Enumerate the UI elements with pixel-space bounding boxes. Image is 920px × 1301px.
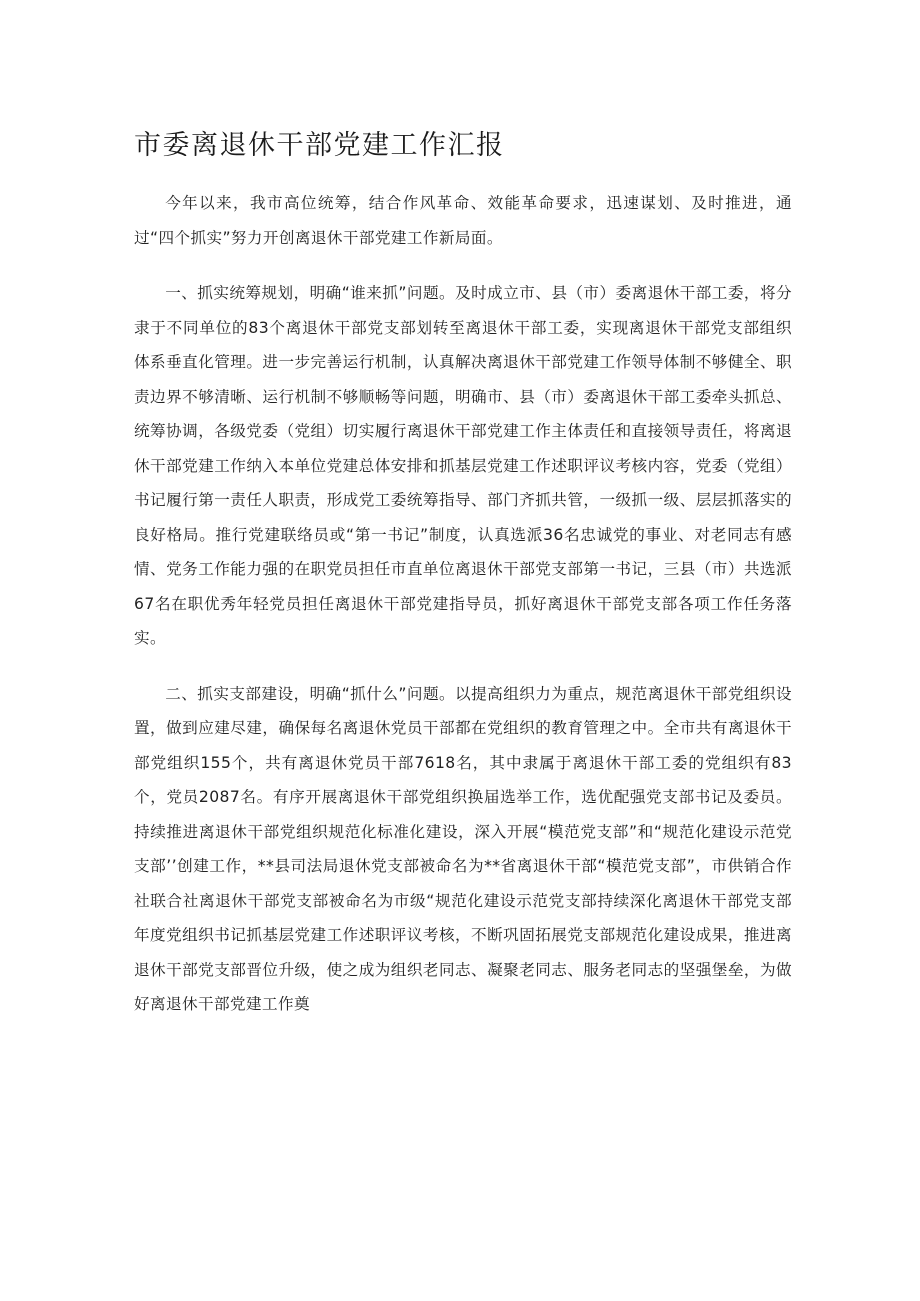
- intro-paragraph: 今年以来，我市高位统筹，结合作风革命、效能革命要求，迅速谋划、及时推进，通过“四个抓实”努力开创离退休干部党建工作新局面。: [134, 194, 792, 247]
- document-body: [134, 186, 792, 1043]
- document-title: 市委离退休干部党建工作汇报: [134, 130, 505, 161]
- section-two-paragraph: 二、抓实支部建设，明确“抓什么”问题。以提高组织力为重点，规范离退休干部党组织设置，做到应建尽建，确保每名离退休党员干部都在党组织的教育管理之中。全市共有离退休干部党组织155个，共有离退休党员干部7618名，其中隶属于离退休干部工委的党组织有83个，党员2087名。有序开展离退休干部党组织换届选举工作，选优配强党支部书记及委员。持续推进离退休干部党组织规范化标准化建设，深入开展“模范党支部”和“规范化建设示范党支部’’创建工作，**县司法局退休党支部被命名为**省离退休干部“模范党支部”，市供销合作社联合社离退休干部党支部被命名为市级“规范化建设示范党支部持续深化离退休干部党支部年度党组织书记抓基层党建工作述职评议考核，不断巩固拓展党支部规范化建设成果，推进离退休干部党支部晋位升级，使之成为组织老同志、凝聚老同志、服务老同志的坚强堡垒，为做好离退休干部党建工作奠: [134, 684, 792, 1013]
- section-one-paragraph: 一、抓实统筹规划，明确“谁来抓”问题。及时成立市、县（市）委离退休干部工委，将分隶于不同单位的83个离退休干部党支部划转至离退休干部工委，实现离退休干部党支部组织体系垂直化管理。进一步完善运行机制，认真解决离退休干部党建工作领导体制不够健全、职责边界不够清晰、运行机制不够顺畅等问题，明确市、县（市）委离退休干部工委牵头抓总、统筹协调，各级党委（党组）切实履行离退休干部党建工作主体责任和直接领导责任，将离退休干部党建工作纳入本单位党建总体安排和抓基层党建工作述职评议考核内容，党委（党组）书记履行第一责任人职责，形成党工委统筹指导、部门齐抓共管，一级抓一级、层层抓落实的良好格局。推行党建联络员或“第一书记”制度，认真选派36名忠诚党的事业、对老同志有感情、党务工作能力强的在职党员担任市直单位离退休干部党支部第一书记，三县（市）共选派67名在职优秀年轻党员担任离退休干部党建指导员，抓好离退休干部党支部各项工作任务落实。: [134, 284, 792, 647]
